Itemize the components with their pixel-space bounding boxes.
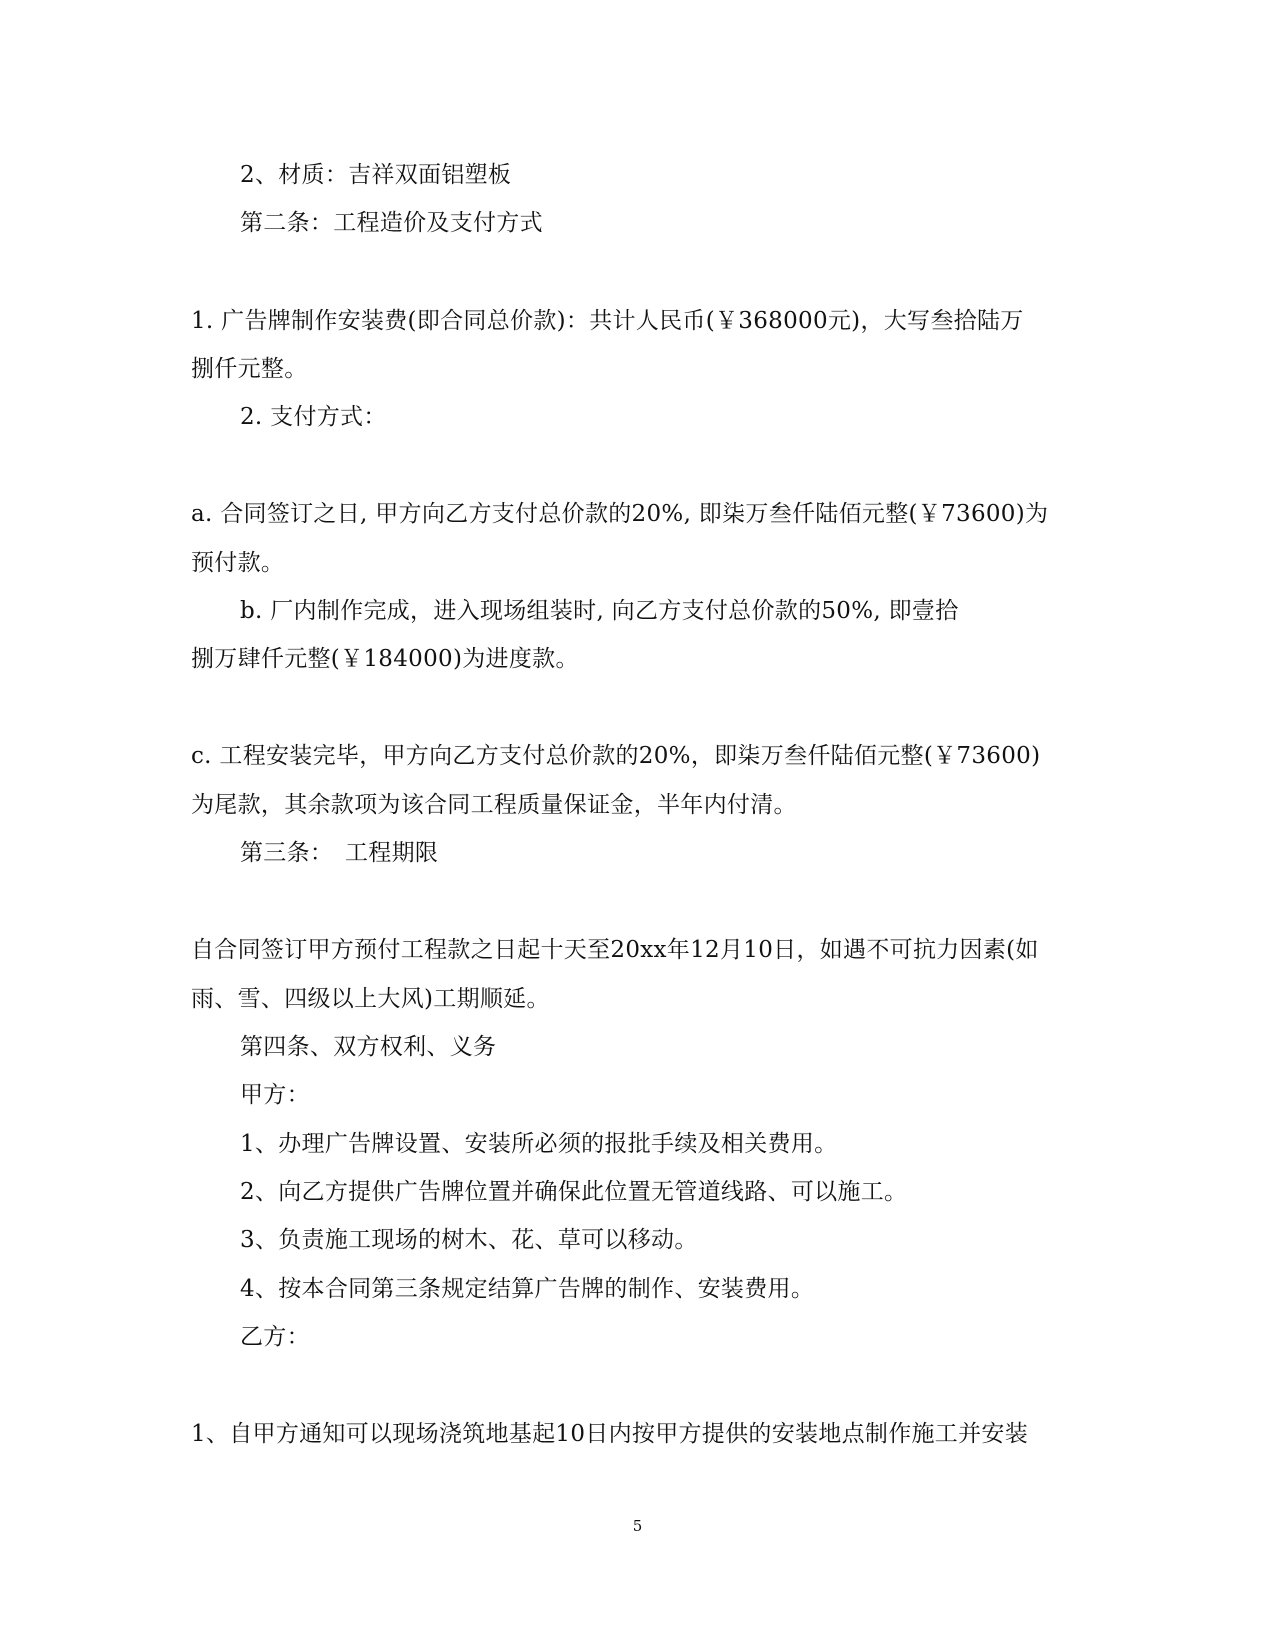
payment-c-line-2: 为尾款，其余款项为该合同工程质量保证金，半年内付清。 xyxy=(191,792,797,818)
schedule-line-2: 雨、雪、四级以上大风)工期顺延。 xyxy=(191,986,550,1012)
payment-c-line-1: c. 工程安装完毕，甲方向乙方支付总价款的20%，即柒万叁仟陆佰元整(￥73600) xyxy=(191,743,1041,769)
payment-b-line-2: 捌万肆仟元整(￥184000)为进度款。 xyxy=(191,646,579,672)
payment-a-line-2: 预付款。 xyxy=(191,550,285,576)
fee-line-2: 捌仟元整。 xyxy=(191,356,308,382)
payment-a-line-1: a. 合同签订之日, 甲方向乙方支付总价款的20%, 即柒万叁仟陆佰元整(￥73600)为 xyxy=(191,501,1049,527)
party-b-item-1: 1、自甲方通知可以现场浇筑地基起10日内按甲方提供的安装地点制作施工并安装 xyxy=(191,1421,1028,1447)
party-b-heading: 乙方： xyxy=(240,1324,310,1350)
party-a-item-1: 1、办理广告牌设置、安装所必须的报批手续及相关费用。 xyxy=(240,1131,838,1157)
party-a-item-4: 4、按本合同第三条规定结算广告牌的制作、安装费用。 xyxy=(240,1276,815,1302)
payment-b-line-1: b. 厂内制作完成，进入现场组装时, 向乙方支付总价款的50%, 即壹拾 xyxy=(240,598,959,624)
payment-method-heading: 2. 支付方式： xyxy=(240,404,387,430)
article-2-heading: 第二条：工程造价及支付方式 xyxy=(240,210,543,236)
party-a-item-3: 3、负责施工现场的树木、花、草可以移动。 xyxy=(240,1227,698,1253)
schedule-line-1: 自合同签订甲方预付工程款之日起十天至20xx年12月10日，如遇不可抗力因素(如 xyxy=(191,937,1039,963)
party-a-heading: 甲方： xyxy=(240,1082,310,1108)
article-4-heading: 第四条、双方权利、义务 xyxy=(240,1034,497,1060)
fee-line-1: 1. 广告牌制作安装费(即合同总价款)：共计人民币(￥368000元)，大写叁拾陆万 xyxy=(191,308,1024,334)
party-a-item-2: 2、向乙方提供广告牌位置并确保此位置无管道线路、可以施工。 xyxy=(240,1179,908,1205)
page-number: 5 xyxy=(632,1517,643,1535)
material-line: 2、材质：吉祥双面铝塑板 xyxy=(240,162,512,188)
article-3-heading: 第三条： 工程期限 xyxy=(240,840,439,866)
